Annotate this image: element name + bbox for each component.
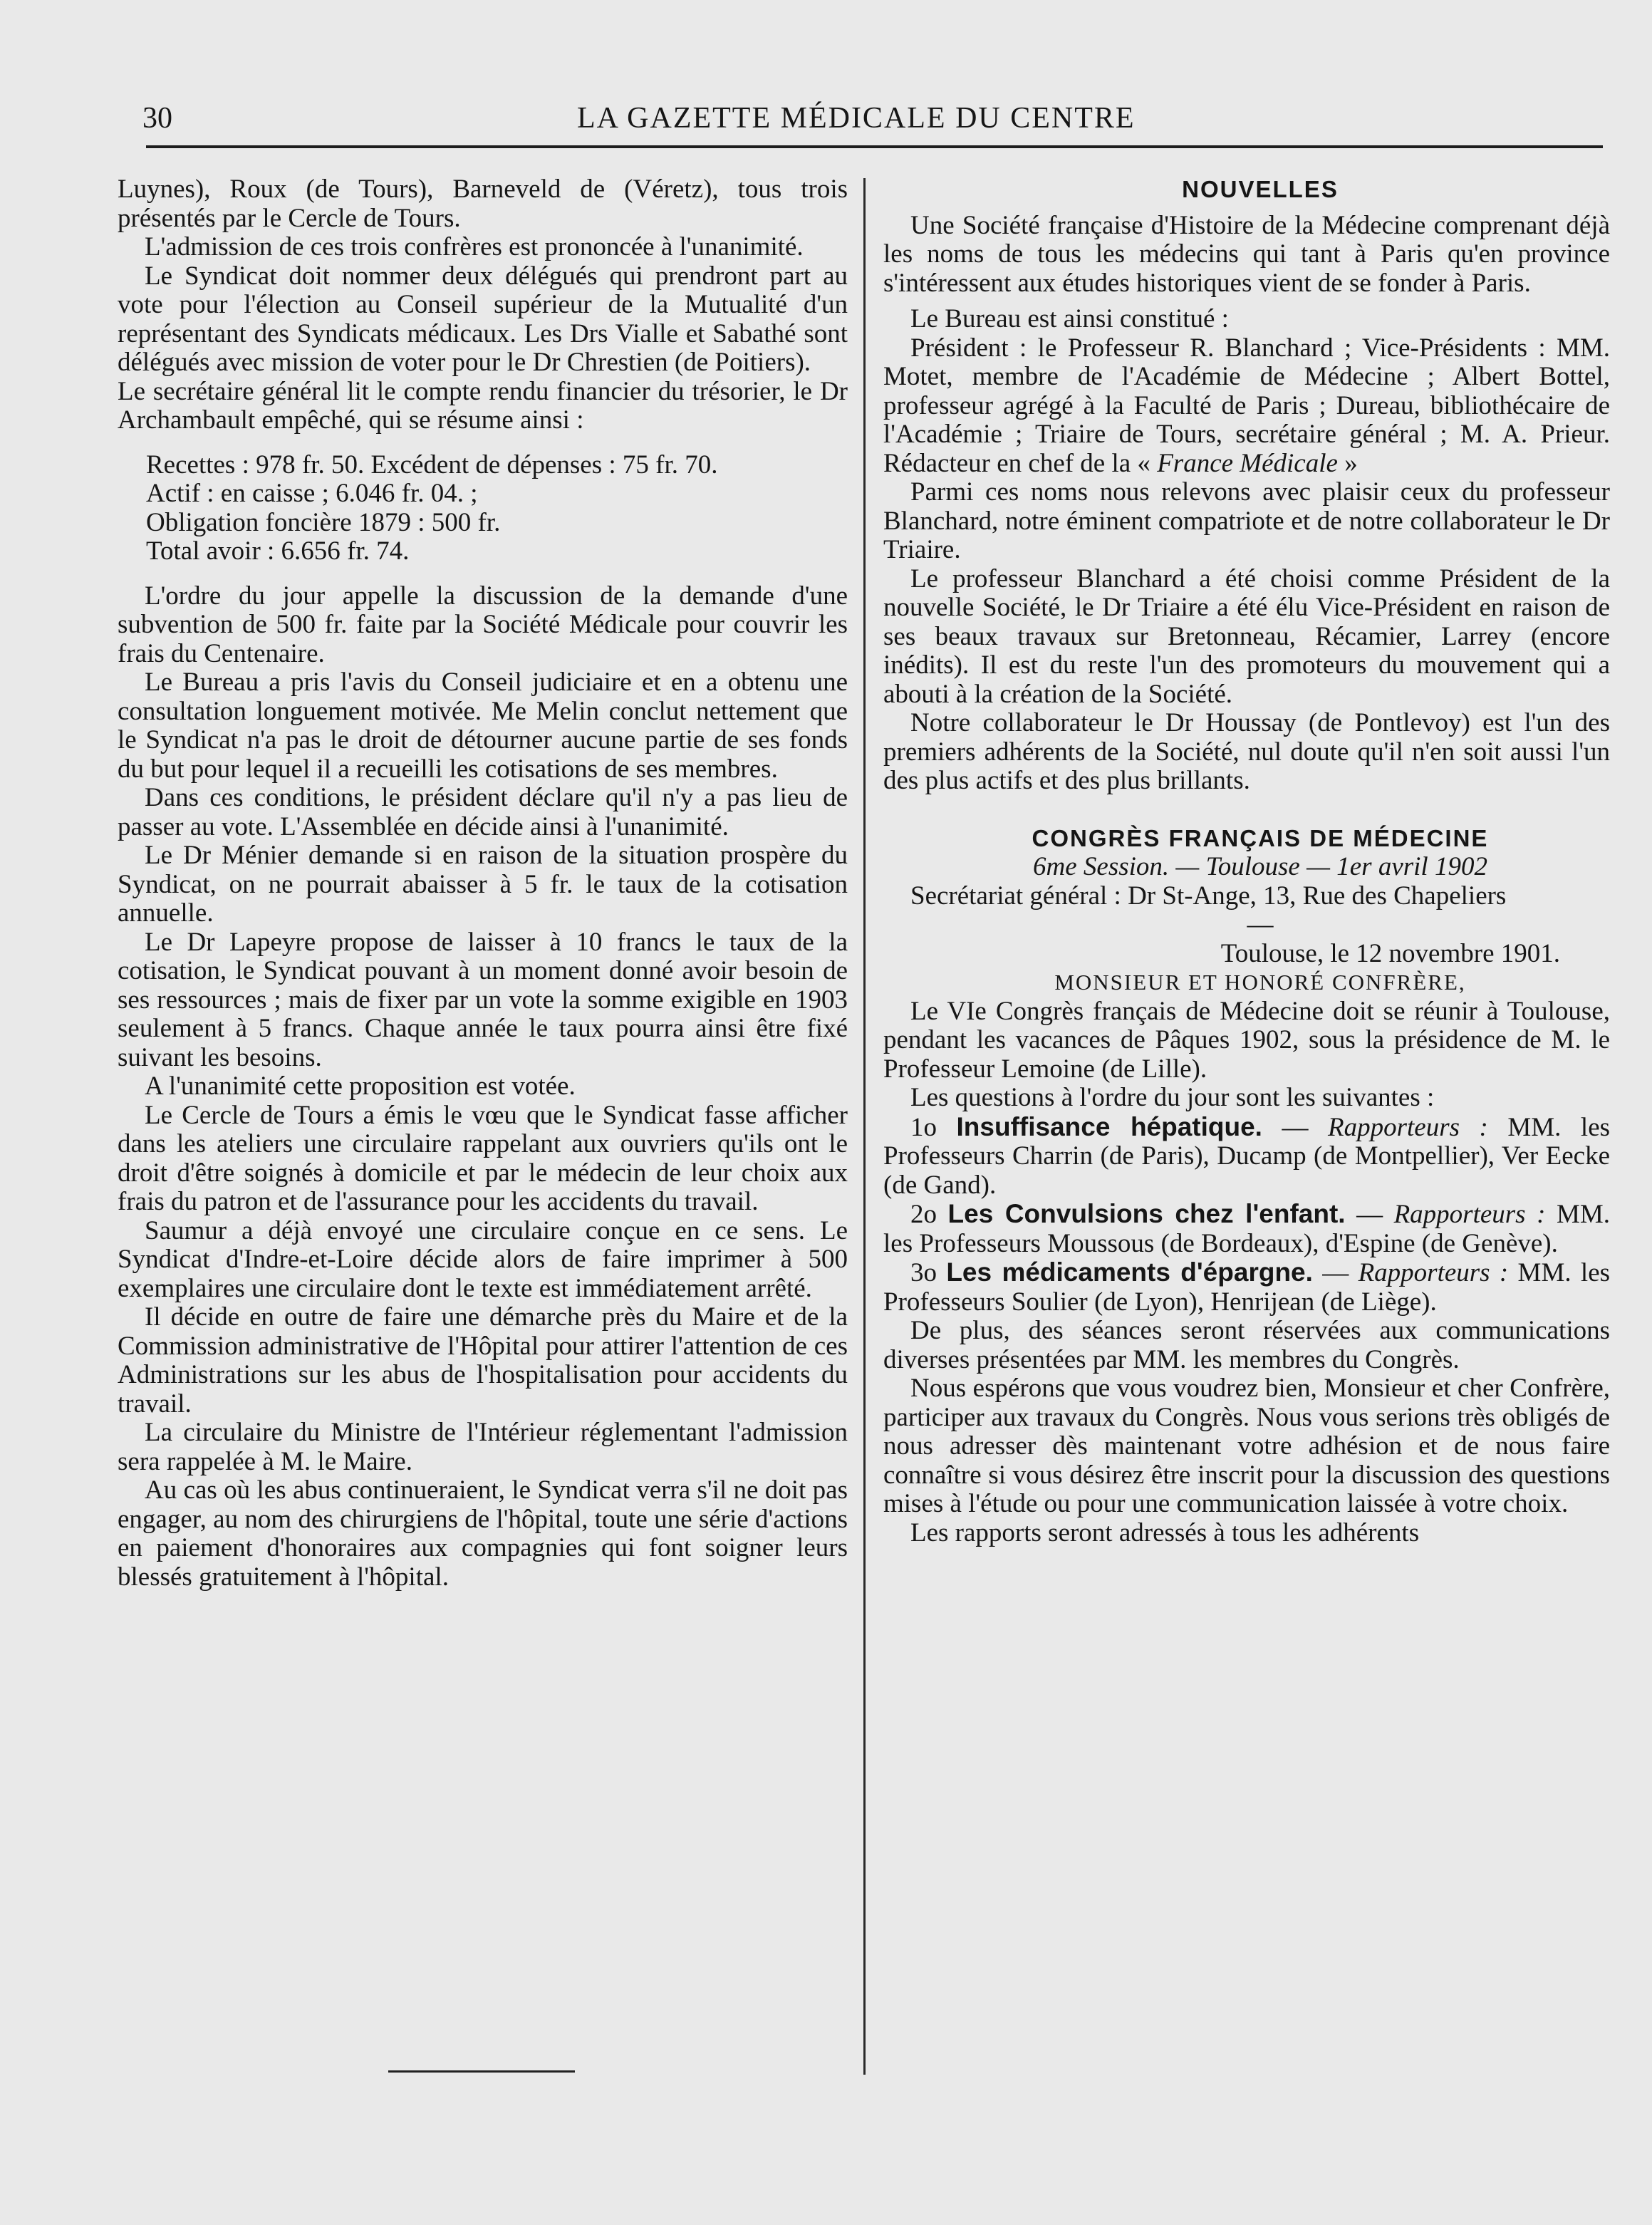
account-line: Actif : en caisse ; 6.046 fr. 04. ; bbox=[146, 479, 478, 508]
left-column bbox=[118, 175, 848, 1592]
paragraph: L'admission de ces trois confrères est prononcée à l'unanimité. bbox=[145, 232, 804, 261]
question-title: Insuffisance hépatique. bbox=[956, 1111, 1262, 1141]
paragraph: Au cas où les abus continueraient, le Syndicat verra s'il ne doit pas engager, au nom des chirurgiens de l'hôpital, toute une série d'actions en paiement d'honoraires aux compagnies qui font soigner leurs blessés gratuitement à l'hôpital. bbox=[118, 1475, 848, 1592]
rapporteurs-label: Rapporteurs : bbox=[1393, 1200, 1546, 1229]
paragraph: Le Dr Lapeyre propose de laisser à 10 francs le taux de la cotisation, le Syndicat pouvant à un moment donné avoir besoin de ses ressources ; mais de fixer par un vote la somme exigible en 1903 seulement à 5 francs. Chaque année le taux pourra ainsi être fixé suivant les besoins. bbox=[118, 927, 848, 1072]
dash-text: — bbox=[1345, 1200, 1394, 1229]
paragraph: Luynes), Roux (de Tours), Barneveld de (Véretz), tous trois présentés par le Cercle de Tours. bbox=[118, 175, 848, 233]
question-title: Les médicaments d'épargne. bbox=[946, 1257, 1313, 1287]
question-number: 1o bbox=[910, 1112, 957, 1142]
paragraph: Le Bureau est ainsi constitué : bbox=[910, 304, 1229, 333]
congres-heading: CONGRÈS FRANÇAIS DE MÉDECINE bbox=[1032, 824, 1489, 851]
question-title: Les Convulsions chez l'enfant. bbox=[947, 1199, 1346, 1228]
paragraph: Saumur a déjà envoyé une circulaire conçue en ce sens. Le Syndicat d'Indre-et-Loire décide alors de faire imprimer à 500 exemplaires une circulaire dont le texte est immédiatement arrêté. bbox=[118, 1215, 848, 1303]
bureau-text-end: » bbox=[1337, 448, 1358, 478]
rapporteurs-names: MM. les Professeurs Charrin (de Paris), Ducamp (de Montpellier), Ver Eecke (de Gand). bbox=[883, 1112, 1611, 1200]
paragraph: Nous espérons que vous voudrez bien, Monsieur et cher Confrère, participer aux travaux du Congrès. Nous vous serions très obligés de nous adresser dès maintenant votre adhésion et de nous faire connaître si vous désirez être inscrit pour la discussion des questions mises à l'étude ou pour une communication laissée à votre choix. bbox=[883, 1374, 1610, 1518]
question-number: 2o bbox=[910, 1200, 948, 1229]
treasury-accounts bbox=[146, 451, 848, 566]
paragraph: Les questions à l'ordre du jour sont les suivantes : bbox=[910, 1083, 1435, 1112]
paragraph: Dans ces conditions, le président déclare qu'il n'y a pas lieu de passer au vote. L'Assemblée en décide ainsi à l'unanimité. bbox=[118, 783, 848, 841]
dash-text: — bbox=[1312, 1258, 1359, 1287]
account-line: Total avoir : 6.656 fr. 74. bbox=[146, 536, 410, 566]
nouvelles-heading: NOUVELLES bbox=[1182, 176, 1339, 202]
journal-title: France Médicale bbox=[1157, 448, 1338, 478]
question-number: 3o bbox=[910, 1258, 947, 1287]
separator-dash: — bbox=[1247, 910, 1274, 939]
column-divider bbox=[863, 178, 866, 2075]
session-line: 6me Session. — Toulouse — 1er avril 1902 bbox=[1033, 852, 1487, 881]
paragraph: Le VIe Congrès français de Médecine doit se réunir à Toulouse, pendant les vacances de Pâques 1902, sous la présidence de M. le Professeur Lemoine (de Lille). bbox=[883, 996, 1610, 1084]
paragraph: Le Cercle de Tours a émis le vœu que le Syndicat fasse afficher dans les ateliers une circulaire rappelant aux ouvriers qu'ils ont le droit d'être soignés à domicile et par le médecin de leur choix aux frais du patron et de l'assurance pour les accidents du travail. bbox=[118, 1100, 848, 1216]
paragraph: Le Dr Ménier demande si en raison de la situation prospère du Syndicat, on ne pourrait abaisser à 5 fr. le taux de la cotisation annuelle. bbox=[118, 841, 848, 928]
account-line: Recettes : 978 fr. 50. Excédent de dépenses : 75 fr. 70. bbox=[146, 450, 718, 479]
secretariat-line: Secrétariat général : Dr St-Ange, 13, Rue des Chapeliers bbox=[910, 881, 1507, 911]
page-number: 30 bbox=[142, 102, 172, 135]
question-item bbox=[883, 1200, 1610, 1258]
page-header bbox=[142, 97, 1603, 140]
paragraph: De plus, des séances seront réservées aux communications diverses présentées par MM. les membres du Congrès. bbox=[883, 1316, 1610, 1374]
rapporteurs-label: Rapporteurs : bbox=[1328, 1112, 1488, 1142]
paragraph: La circulaire du Ministre de l'Intérieur réglementant l'admission sera rappelée à M. le Maire. bbox=[118, 1418, 848, 1476]
rapporteurs-names: MM. les Professeurs Moussous (de Bordeaux), d'Espine (de Genève). bbox=[883, 1200, 1610, 1258]
bureau-text: Président : le Professeur R. Blanchard ; Vice-Présidents : MM. Motet, membre de l'Académie de Médecine ; Albert Bottel, professeur agrégé à la Faculté de Paris ; Dureau, bibliothécaire de l'Académie ; Triaire de Tours, secrétaire général ; M. A. Prieur. Rédacteur en chef de la « bbox=[883, 333, 1610, 478]
paragraph: Le Syndicat doit nommer deux délégués qui prendront part au vote pour l'élection au Conseil supérieur de la Mutualité d'un représentant des Syndicats médicaux. Les Drs Vialle et Sabathé sont délégués avec mission de voter pour le Dr Chrestien (de Poitiers). bbox=[118, 261, 848, 377]
header-rule bbox=[146, 145, 1603, 148]
end-rule bbox=[388, 2070, 575, 2073]
running-title: LA GAZETTE MÉDICALE DU CENTRE bbox=[577, 102, 1136, 135]
paragraph: Une Société française d'Histoire de la Médecine comprenant déjà les noms de tous les médecins qui tant à Paris qu'en province s'intéressent aux études historiques vient de se fonder à Paris. bbox=[883, 210, 1610, 298]
paragraph: L'ordre du jour appelle la discussion de la demande d'une subvention de 500 fr. faite par la Société Médicale pour couvrir les frais du Centenaire. bbox=[118, 581, 848, 668]
dash-text: — bbox=[1262, 1112, 1328, 1142]
rapporteurs-label: Rapporteurs : bbox=[1358, 1258, 1509, 1287]
paragraph bbox=[883, 334, 1610, 479]
account-line: Obligation foncière 1879 : 500 fr. bbox=[146, 507, 501, 537]
paragraph: Notre collaborateur le Dr Houssay (de Pontlevoy) est l'un des premiers adhérents de la Société, nul doute qu'il n'en soit aussi l'un des plus actifs et des plus brillants. bbox=[883, 708, 1610, 795]
paragraph: Les rapports seront adressés à tous les adhérents bbox=[910, 1518, 1420, 1547]
salutation: MONSIEUR ET HONORÉ CONFRÈRE, bbox=[1054, 970, 1466, 995]
paragraph: Parmi ces noms nous relevons avec plaisir ceux du professeur Blanchard, notre éminent compatriote et de notre collaborateur le Dr Triaire. bbox=[883, 477, 1610, 564]
question-item bbox=[883, 1113, 1610, 1200]
rapporteurs-names: MM. les Professeurs Soulier (de Lyon), Henrijean (de Liège). bbox=[883, 1258, 1611, 1317]
paragraph: A l'unanimité cette proposition est votée. bbox=[145, 1072, 576, 1101]
question-item bbox=[883, 1258, 1610, 1317]
paragraph: Le Bureau a pris l'avis du Conseil judiciaire et en a obtenu une consultation longuement motivée. Me Melin conclut nettement que le Syndicat n'a pas le droit de détourner aucune partie de ses fonds du but pour lequel il a recueilli les cotisations de ses membres. bbox=[118, 668, 848, 784]
paragraph: Le secrétaire général lit le compte rendu financier du trésorier, le Dr Archambault empêché, qui se résume ainsi : bbox=[118, 376, 848, 435]
paragraph: Le professeur Blanchard a été choisi comme Président de la nouvelle Société, le Dr Triaire a été élu Vice-Président en raison de ses beaux travaux sur Bretonneau, Récamier, Larrey (encore inédits). Il est du reste l'un des promoteurs du mouvement qui a abouti à la création de la Société. bbox=[883, 564, 1610, 709]
right-column bbox=[883, 175, 1610, 1547]
place-date: Toulouse, le 12 novembre 1901. bbox=[1220, 938, 1560, 968]
paragraph: Il décide en outre de faire une démarche près du Maire et de la Commission administrative de l'Hôpital pour attirer l'attention de ces Administrations sur les abus de l'hospitalisation pour accidents du travail. bbox=[118, 1302, 848, 1418]
